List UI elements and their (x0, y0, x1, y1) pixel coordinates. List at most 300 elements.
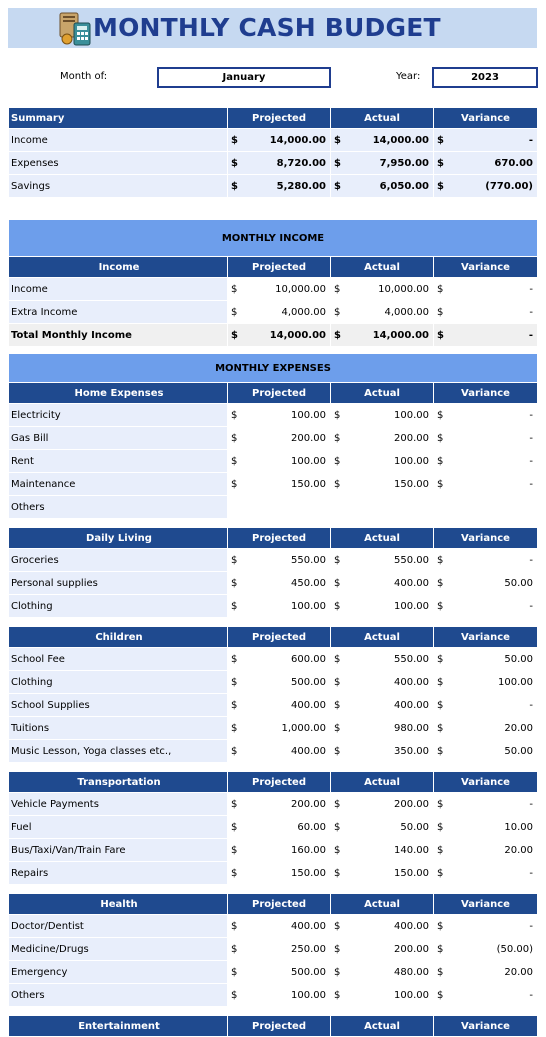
currency-symbol: $ (231, 134, 238, 146)
currency-symbol: $ (334, 409, 341, 421)
amount-value: 100.00 (394, 455, 429, 467)
currency-symbol: $ (437, 455, 444, 467)
projected-cell[interactable] (228, 450, 331, 473)
column-header: Projected (228, 1016, 331, 1037)
currency-symbol: $ (334, 798, 341, 810)
actual-cell[interactable] (331, 549, 434, 572)
variance-cell[interactable] (434, 961, 538, 984)
currency-symbol: $ (231, 554, 238, 566)
page-title: MONTHLY CASH BUDGET (93, 13, 441, 42)
row-label: Emergency (9, 961, 228, 984)
column-header: Variance (434, 383, 538, 404)
column-header: Variance (434, 627, 538, 648)
actual-cell[interactable] (331, 152, 434, 175)
table-row (9, 961, 538, 984)
row-label: School Fee (9, 648, 228, 671)
summary-table (8, 107, 538, 198)
row-label: Tuitions (9, 717, 228, 740)
section-title-row (9, 354, 538, 383)
currency-symbol: $ (231, 600, 238, 612)
section-title: MONTHLY INCOME (9, 220, 538, 257)
variance-cell[interactable] (434, 549, 538, 572)
column-header: Variance (434, 1016, 538, 1037)
amount-value: - (529, 600, 533, 612)
currency-symbol: $ (334, 600, 341, 612)
amount-value: - (529, 306, 533, 318)
projected-cell[interactable] (228, 496, 331, 519)
currency-symbol: $ (334, 943, 341, 955)
amount-value: 1,000.00 (281, 722, 326, 734)
amount-value: 10.00 (504, 821, 533, 833)
projected-cell[interactable] (228, 961, 331, 984)
actual-cell[interactable] (331, 404, 434, 427)
amount-value: 4,000.00 (384, 306, 429, 318)
spacer-row (9, 618, 538, 627)
variance-cell[interactable] (434, 648, 538, 671)
amount-value: 100.00 (291, 989, 326, 1001)
projected-cell[interactable] (228, 862, 331, 885)
currency-symbol: $ (231, 432, 238, 444)
variance-cell[interactable] (434, 450, 538, 473)
amount-value: 670.00 (494, 157, 533, 169)
currency-symbol: $ (334, 699, 341, 711)
table-row (9, 648, 538, 671)
variance-cell[interactable] (434, 496, 538, 519)
year-input[interactable]: 2023 (432, 67, 538, 88)
amount-value: 50.00 (504, 653, 533, 665)
projected-cell[interactable] (228, 740, 331, 763)
currency-symbol: $ (334, 180, 341, 192)
actual-cell[interactable] (331, 717, 434, 740)
actual-cell[interactable] (331, 961, 434, 984)
amount-value: 100.00 (291, 600, 326, 612)
header-row (9, 894, 538, 915)
actual-cell[interactable] (331, 915, 434, 938)
actual-cell[interactable] (331, 671, 434, 694)
table-row (9, 915, 538, 938)
amount-value: 10,000.00 (275, 283, 326, 295)
row-label: Groceries (9, 549, 228, 572)
amount-value: 160.00 (291, 844, 326, 856)
actual-cell[interactable] (331, 175, 434, 198)
variance-cell[interactable] (434, 862, 538, 885)
amount-value: 200.00 (394, 432, 429, 444)
row-label: Doctor/Dentist (9, 915, 228, 938)
amount-value: - (528, 134, 533, 146)
row-label: Others (9, 984, 228, 1007)
amount-value: 400.00 (394, 676, 429, 688)
currency-symbol: $ (334, 745, 341, 757)
amount-value: 200.00 (394, 798, 429, 810)
spacer-row (9, 885, 538, 894)
amount-value: 550.00 (394, 554, 429, 566)
column-header: Home Expenses (9, 383, 228, 404)
income-table (8, 219, 538, 347)
column-header: Variance (434, 108, 538, 129)
spacer-row (9, 519, 538, 528)
currency-symbol: $ (231, 867, 238, 879)
header-row (9, 772, 538, 793)
header-row (9, 383, 538, 404)
table-row (9, 404, 538, 427)
currency-symbol: $ (437, 867, 444, 879)
column-header: Actual (331, 257, 434, 278)
amount-value: - (529, 455, 533, 467)
variance-cell[interactable] (434, 129, 538, 152)
variance-cell[interactable] (434, 984, 538, 1007)
projected-cell[interactable] (228, 648, 331, 671)
currency-symbol: $ (334, 478, 341, 490)
amount-value: - (528, 329, 533, 341)
variance-cell[interactable] (434, 175, 538, 198)
amount-value: 150.00 (291, 867, 326, 879)
currency-symbol: $ (334, 867, 341, 879)
amount-value: 14,000.00 (269, 134, 326, 146)
amount-value: 100.00 (291, 455, 326, 467)
variance-cell[interactable] (434, 740, 538, 763)
column-header: Actual (331, 383, 434, 404)
variance-cell[interactable] (434, 816, 538, 839)
currency-symbol: $ (231, 455, 238, 467)
amount-value: 100.00 (291, 409, 326, 421)
amount-value: 8,720.00 (276, 157, 326, 169)
currency-symbol: $ (334, 676, 341, 688)
projected-cell[interactable] (228, 301, 331, 324)
row-label: Vehicle Payments (9, 793, 228, 816)
amount-value: 100.00 (394, 989, 429, 1001)
amount-value: 100.00 (498, 676, 533, 688)
calculator-money-icon (58, 11, 94, 47)
amount-value: 50.00 (504, 745, 533, 757)
projected-cell[interactable] (228, 671, 331, 694)
projected-cell[interactable] (228, 717, 331, 740)
actual-cell[interactable] (331, 450, 434, 473)
amount-value: 480.00 (394, 966, 429, 978)
amount-value: - (529, 699, 533, 711)
actual-cell[interactable] (331, 694, 434, 717)
amount-value: 20.00 (504, 722, 533, 734)
table-row (9, 816, 538, 839)
column-header: Actual (331, 1016, 434, 1037)
actual-cell[interactable] (331, 648, 434, 671)
column-header: Actual (331, 894, 434, 915)
column-header: Entertainment (9, 1016, 228, 1037)
amount-value: 500.00 (291, 966, 326, 978)
projected-cell[interactable] (228, 473, 331, 496)
table-row (9, 129, 538, 152)
currency-symbol: $ (231, 722, 238, 734)
projected-cell[interactable] (228, 427, 331, 450)
row-label: Electricity (9, 404, 228, 427)
actual-cell[interactable] (331, 595, 434, 618)
spacer-row (9, 763, 538, 772)
currency-symbol: $ (437, 180, 444, 192)
currency-symbol: $ (334, 844, 341, 856)
currency-symbol: $ (334, 329, 341, 341)
currency-symbol: $ (334, 134, 341, 146)
amount-value: 600.00 (291, 653, 326, 665)
amount-value: (770.00) (485, 180, 533, 192)
variance-cell[interactable] (434, 793, 538, 816)
currency-symbol: $ (334, 966, 341, 978)
currency-symbol: $ (437, 432, 444, 444)
amount-value: 200.00 (291, 432, 326, 444)
currency-symbol: $ (437, 329, 444, 341)
variance-cell[interactable] (434, 671, 538, 694)
table-row (9, 671, 538, 694)
table-row (9, 324, 538, 347)
currency-symbol: $ (334, 455, 341, 467)
projected-cell[interactable] (228, 152, 331, 175)
table-row (9, 175, 538, 198)
currency-symbol: $ (231, 180, 238, 192)
currency-symbol: $ (334, 989, 341, 1001)
amount-value: 20.00 (504, 844, 533, 856)
amount-value: - (529, 798, 533, 810)
currency-symbol: $ (437, 989, 444, 1001)
variance-cell[interactable] (434, 301, 538, 324)
amount-value: - (529, 867, 533, 879)
actual-cell[interactable] (331, 278, 434, 301)
actual-cell[interactable] (331, 740, 434, 763)
currency-symbol: $ (334, 157, 341, 169)
amount-value: 980.00 (394, 722, 429, 734)
projected-cell[interactable] (228, 816, 331, 839)
actual-cell[interactable] (331, 496, 434, 519)
variance-cell[interactable] (434, 595, 538, 618)
currency-symbol: $ (437, 306, 444, 318)
header-row (9, 108, 538, 129)
currency-symbol: $ (437, 798, 444, 810)
currency-symbol: $ (231, 157, 238, 169)
column-header: Variance (434, 772, 538, 793)
currency-symbol: $ (334, 432, 341, 444)
header-row (9, 627, 538, 648)
currency-symbol: $ (231, 478, 238, 490)
actual-cell[interactable] (331, 572, 434, 595)
currency-symbol: $ (231, 920, 238, 932)
currency-symbol: $ (334, 577, 341, 589)
currency-symbol: $ (231, 653, 238, 665)
row-label: Bus/Taxi/Van/Train Fare (9, 839, 228, 862)
currency-symbol: $ (231, 577, 238, 589)
row-label: Income (9, 278, 228, 301)
year-label: Year: (396, 71, 421, 82)
currency-symbol: $ (231, 699, 238, 711)
month-input[interactable]: January (157, 67, 331, 88)
amount-value: 400.00 (394, 699, 429, 711)
column-header: Income (9, 257, 228, 278)
table-row (9, 862, 538, 885)
column-header: Variance (434, 894, 538, 915)
amount-value: 500.00 (291, 676, 326, 688)
spacer-row (9, 1007, 538, 1016)
row-label: Expenses (9, 152, 228, 175)
column-header: Transportation (9, 772, 228, 793)
row-label: Income (9, 129, 228, 152)
currency-symbol: $ (334, 554, 341, 566)
actual-cell[interactable] (331, 793, 434, 816)
amount-value: 100.00 (394, 409, 429, 421)
projected-cell[interactable] (228, 572, 331, 595)
table-row (9, 473, 538, 496)
amount-value: 50.00 (400, 821, 429, 833)
table-row (9, 839, 538, 862)
variance-cell[interactable] (434, 694, 538, 717)
table-row (9, 152, 538, 175)
projected-cell[interactable] (228, 694, 331, 717)
currency-symbol: $ (231, 409, 238, 421)
actual-cell[interactable] (331, 324, 434, 347)
column-header: Projected (228, 257, 331, 278)
actual-cell[interactable] (331, 816, 434, 839)
column-header: Actual (331, 528, 434, 549)
currency-symbol: $ (437, 157, 444, 169)
column-header: Actual (331, 772, 434, 793)
amount-value: 14,000.00 (372, 134, 429, 146)
variance-cell[interactable] (434, 404, 538, 427)
amount-value: 550.00 (291, 554, 326, 566)
amount-value: - (529, 989, 533, 1001)
projected-cell[interactable] (228, 549, 331, 572)
header-row (9, 257, 538, 278)
row-label: School Supplies (9, 694, 228, 717)
month-label: Month of: (60, 71, 108, 82)
amount-value: 400.00 (291, 920, 326, 932)
table-row (9, 549, 538, 572)
amount-value: - (529, 920, 533, 932)
currency-symbol: $ (231, 966, 238, 978)
amount-value: 100.00 (394, 600, 429, 612)
amount-value: 150.00 (394, 478, 429, 490)
column-header: Projected (228, 772, 331, 793)
projected-cell[interactable] (228, 839, 331, 862)
currency-symbol: $ (334, 920, 341, 932)
row-label: Rent (9, 450, 228, 473)
amount-value: 350.00 (394, 745, 429, 757)
variance-cell[interactable] (434, 427, 538, 450)
variance-cell[interactable] (434, 717, 538, 740)
row-label: Clothing (9, 671, 228, 694)
amount-value: 200.00 (291, 798, 326, 810)
actual-cell[interactable] (331, 984, 434, 1007)
projected-cell[interactable] (228, 404, 331, 427)
projected-cell[interactable] (228, 938, 331, 961)
currency-symbol: $ (437, 577, 444, 589)
amount-value: 60.00 (297, 821, 326, 833)
projected-cell[interactable] (228, 278, 331, 301)
table-row (9, 572, 538, 595)
header-row (9, 1016, 538, 1037)
table-row (9, 427, 538, 450)
actual-cell[interactable] (331, 301, 434, 324)
amount-value: 50.00 (504, 577, 533, 589)
amount-value: 5,280.00 (276, 180, 326, 192)
currency-symbol: $ (437, 283, 444, 295)
variance-cell[interactable] (434, 324, 538, 347)
currency-symbol: $ (437, 554, 444, 566)
column-header: Health (9, 894, 228, 915)
column-header: Children (9, 627, 228, 648)
currency-symbol: $ (437, 821, 444, 833)
actual-cell[interactable] (331, 862, 434, 885)
amount-value: 550.00 (394, 653, 429, 665)
row-label: Others (9, 496, 228, 519)
table-row (9, 694, 538, 717)
variance-cell[interactable] (434, 278, 538, 301)
projected-cell[interactable] (228, 595, 331, 618)
currency-symbol: $ (437, 943, 444, 955)
column-header: Variance (434, 257, 538, 278)
amount-value: 10,000.00 (378, 283, 429, 295)
amount-value: 20.00 (504, 966, 533, 978)
projected-cell[interactable] (228, 984, 331, 1007)
currency-symbol: $ (334, 283, 341, 295)
amount-value: 400.00 (291, 699, 326, 711)
currency-symbol: $ (334, 821, 341, 833)
column-header: Summary (9, 108, 228, 129)
variance-cell[interactable] (434, 473, 538, 496)
table-row (9, 717, 538, 740)
projected-cell[interactable] (228, 175, 331, 198)
currency-symbol: $ (231, 798, 238, 810)
amount-value: - (529, 478, 533, 490)
projected-cell[interactable] (228, 324, 331, 347)
amount-value: 450.00 (291, 577, 326, 589)
row-label: Personal supplies (9, 572, 228, 595)
row-label: Maintenance (9, 473, 228, 496)
amount-value: 150.00 (291, 478, 326, 490)
amount-value: 4,000.00 (281, 306, 326, 318)
amount-value: 400.00 (394, 920, 429, 932)
amount-value: 200.00 (394, 943, 429, 955)
actual-cell[interactable] (331, 427, 434, 450)
amount-value: 14,000.00 (269, 329, 326, 341)
variance-cell[interactable] (434, 915, 538, 938)
table-row (9, 938, 538, 961)
variance-cell[interactable] (434, 938, 538, 961)
amount-value: - (529, 432, 533, 444)
projected-cell[interactable] (228, 129, 331, 152)
actual-cell[interactable] (331, 129, 434, 152)
row-label: Clothing (9, 595, 228, 618)
table-row (9, 595, 538, 618)
column-header: Actual (331, 108, 434, 129)
actual-cell[interactable] (331, 839, 434, 862)
amount-value: 150.00 (394, 867, 429, 879)
variance-cell[interactable] (434, 152, 538, 175)
currency-symbol: $ (437, 653, 444, 665)
currency-symbol: $ (231, 821, 238, 833)
currency-symbol: $ (437, 134, 444, 146)
row-label: Medicine/Drugs (9, 938, 228, 961)
currency-symbol: $ (437, 676, 444, 688)
actual-cell[interactable] (331, 938, 434, 961)
amount-value: 6,050.00 (379, 180, 429, 192)
amount-value: 7,950.00 (379, 157, 429, 169)
projected-cell[interactable] (228, 793, 331, 816)
table-row (9, 301, 538, 324)
variance-cell[interactable] (434, 572, 538, 595)
currency-symbol: $ (334, 306, 341, 318)
column-header: Projected (228, 894, 331, 915)
currency-symbol: $ (437, 699, 444, 711)
currency-symbol: $ (231, 844, 238, 856)
projected-cell[interactable] (228, 915, 331, 938)
variance-cell[interactable] (434, 839, 538, 862)
actual-cell[interactable] (331, 473, 434, 496)
column-header: Variance (434, 528, 538, 549)
